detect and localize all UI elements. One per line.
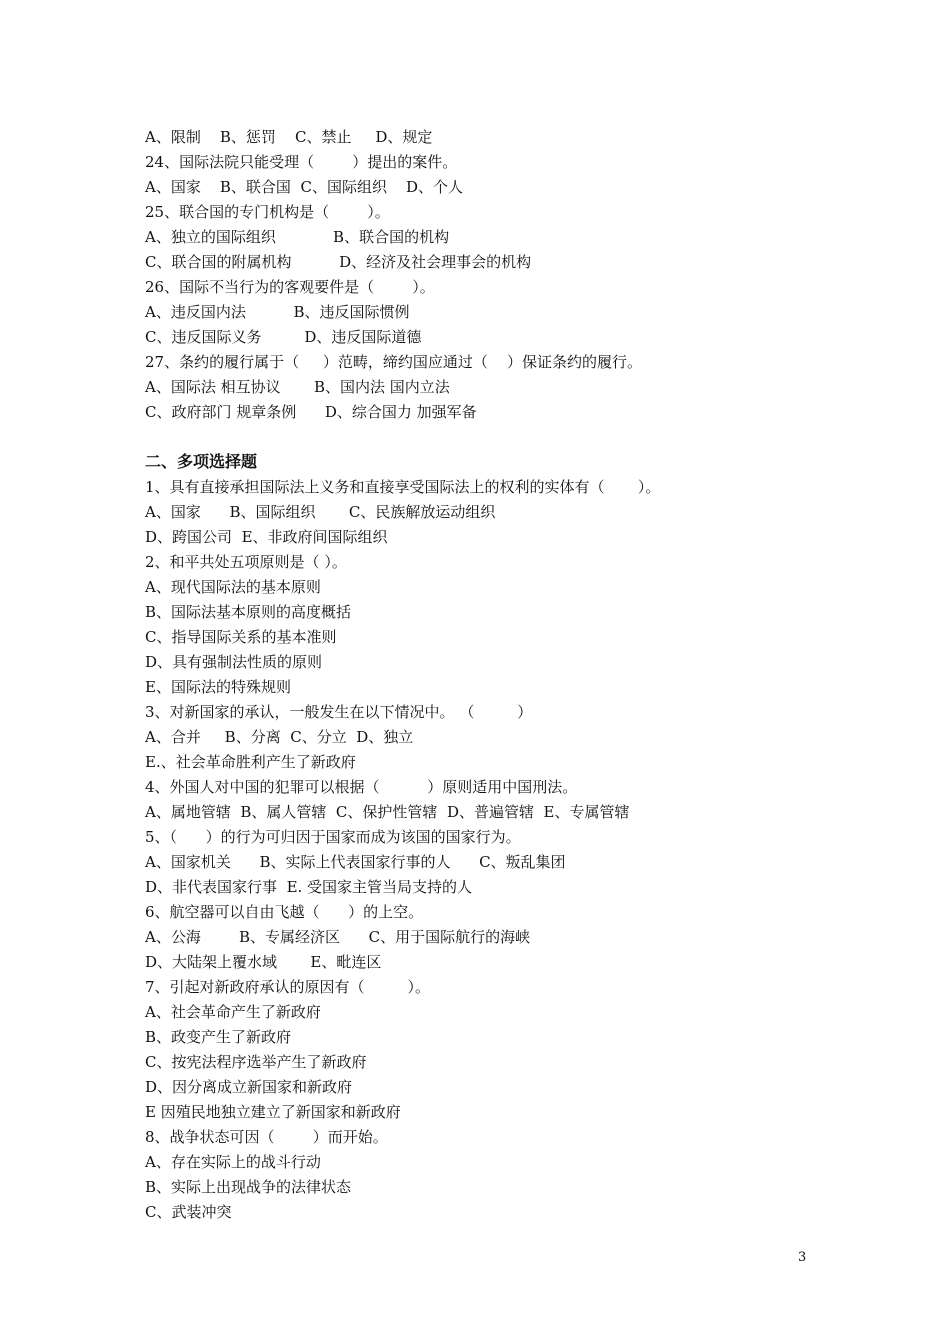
question-line: 25、联合国的专门机构是（ ）。: [145, 203, 390, 221]
question-line: 3、对新国家的承认，一般发生在以下情况中。 （ ）: [145, 703, 533, 721]
question-line: A、独立的国际组织 B、联合国的机构: [145, 228, 450, 246]
question-line: A、属地管辖 B、属人管辖 C、保护性管辖 D、普遍管辖 E、专属管辖: [145, 803, 630, 821]
question-line: C、武装冲突: [145, 1203, 232, 1221]
question-line: A、国际法 相互协议 B、国内法 国内立法: [145, 378, 450, 396]
single-choice-section-tail: [145, 125, 845, 425]
question-line: A、公海 B、专属经济区 C、用于国际航行的海峡: [145, 928, 531, 946]
question-line: A、现代国际法的基本原则: [145, 578, 321, 596]
question-line: C、按宪法程序选举产生了新政府: [145, 1053, 367, 1071]
question-line: E、国际法的特殊规则: [145, 678, 291, 696]
question-line: B、政变产生了新政府: [145, 1028, 292, 1046]
question-line: D、非代表国家行事 E. 受国家主管当局支持的人: [145, 878, 473, 896]
question-line: 24、国际法院只能受理（ ）提出的案件。: [145, 153, 458, 171]
question-line: D、因分离成立新国家和新政府: [145, 1078, 353, 1096]
question-line: 1、具有直接承担国际法上义务和直接享受国际法上的权利的实体有（ ）。: [145, 478, 661, 496]
question-line: A、限制 B、惩罚 C、禁止 D、规定: [145, 128, 433, 146]
question-line: C、联合国的附属机构 D、经济及社会理事会的机构: [145, 253, 532, 271]
section-gap: [145, 425, 845, 449]
question-line: A、合并 B、分离 C、分立 D、独立: [145, 728, 414, 746]
question-line: 4、外国人对中国的犯罪可以根据（ ）原则适用中国刑法。: [145, 778, 578, 796]
question-line: 8、战争状态可因（ ）而开始。: [145, 1128, 388, 1146]
question-line: 27、条约的履行属于（ ）范畴，缔约国应通过（ ）保证条约的履行。: [145, 353, 643, 371]
question-line: D、跨国公司 E、非政府间国际组织: [145, 528, 388, 546]
question-line: E.、社会革命胜利产生了新政府: [145, 753, 356, 771]
question-line: A、社会革命产生了新政府: [145, 1003, 321, 1021]
question-line: C、政府部门 规章条例 D、综合国力 加强军备: [145, 403, 477, 421]
question-line: A、国家 B、国际组织 C、民族解放运动组织: [145, 503, 496, 521]
question-line: 6、航空器可以自由飞越（ ）的上空。: [145, 903, 424, 921]
question-line: A、国家 B、联合国 C、国际组织 D、个人: [145, 178, 464, 196]
question-line: A、国家机关 B、实际上代表国家行事的人 C、叛乱集团: [145, 853, 566, 871]
question-line: D、大陆架上覆水域 E、毗连区: [145, 953, 382, 971]
multiple-choice-section: [145, 449, 845, 1225]
question-line: 2、和平共处五项原则是（ ）。: [145, 553, 347, 571]
question-line: 26、国际不当行为的客观要件是（ ）。: [145, 278, 435, 296]
question-line: 7、引起对新政府承认的原因有（ ）。: [145, 978, 430, 996]
question-line: A、违反国内法 B、违反国际惯例: [145, 303, 410, 321]
page-number: 3: [798, 1250, 807, 1265]
question-line: C、违反国际义务 D、违反国际道德: [145, 328, 422, 346]
question-line: A、存在实际上的战斗行动: [145, 1153, 321, 1171]
question-line: E 因殖民地独立建立了新国家和新政府: [145, 1103, 401, 1121]
question-line: B、国际法基本原则的高度概括: [145, 603, 352, 621]
page-content: [145, 125, 845, 1225]
section-heading: 二、多项选择题: [145, 452, 258, 471]
question-line: B、实际上出现战争的法律状态: [145, 1178, 352, 1196]
question-line: 5、（ ）的行为可归因于国家而成为该国的国家行为。: [145, 828, 521, 846]
question-line: D、具有强制法性质的原则: [145, 653, 323, 671]
question-line: C、指导国际关系的基本准则: [145, 628, 337, 646]
